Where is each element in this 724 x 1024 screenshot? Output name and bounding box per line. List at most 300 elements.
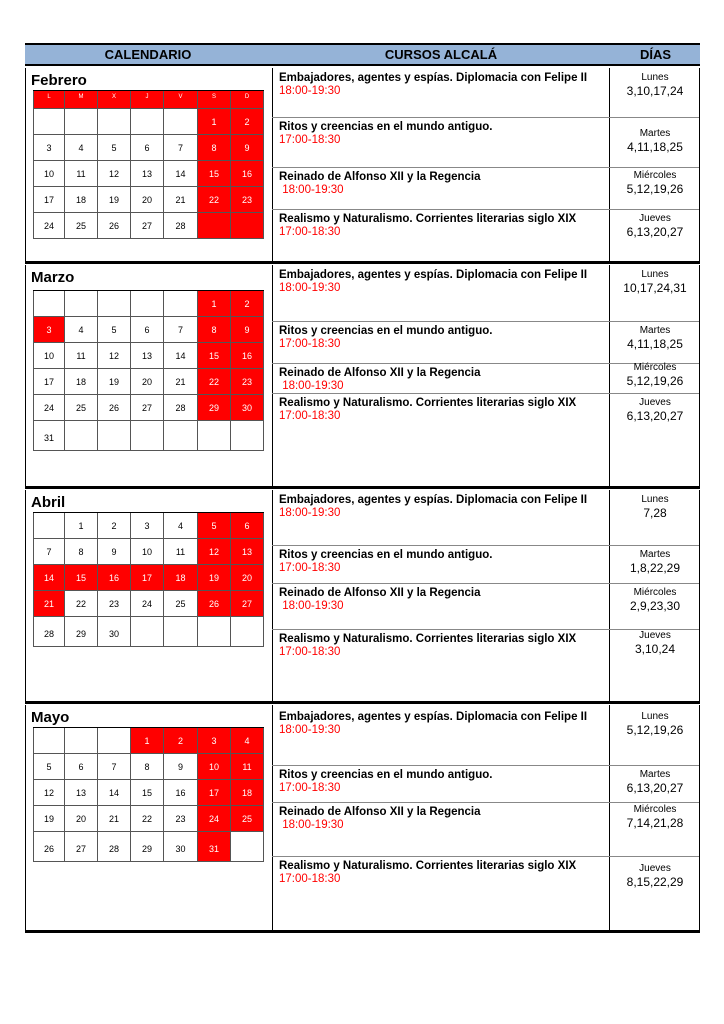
weekday-header-cell xyxy=(33,91,65,109)
calendar-day-cell xyxy=(231,565,264,591)
day-number xyxy=(98,291,130,299)
course-title: Embajadores, agentes y espías. Diplomacia con Felipe II xyxy=(279,269,588,281)
day-name: Miércoles xyxy=(633,804,677,815)
day-name: Lunes xyxy=(641,269,669,280)
calendar-day-cell xyxy=(164,109,198,135)
day-entry xyxy=(611,804,699,830)
calendar-day-cell xyxy=(33,161,65,187)
calendar-day-cell xyxy=(65,135,98,161)
weekday-letter: X xyxy=(111,94,116,100)
calendar-day-cell xyxy=(198,754,231,780)
day-number: 14 xyxy=(43,573,54,583)
day-entry xyxy=(611,587,699,613)
calendar-day-cell xyxy=(198,617,231,647)
day-number xyxy=(65,421,97,433)
day-number: 10 xyxy=(43,169,54,179)
day-number: 16 xyxy=(108,573,119,583)
day-name: Martes xyxy=(639,128,671,139)
calendar-day-cell xyxy=(198,161,231,187)
calendar-day-cell xyxy=(33,395,65,421)
calendar-day-cell xyxy=(198,513,231,539)
day-number: 22 xyxy=(141,814,152,824)
day-number: 25 xyxy=(175,599,186,609)
calendar-day-cell xyxy=(231,832,264,862)
day-number xyxy=(164,109,197,117)
course-title: Embajadores, agentes y espías. Diplomacia con Felipe II xyxy=(279,72,588,84)
calendar-day-cell xyxy=(65,343,98,369)
day-number: 14 xyxy=(108,788,119,798)
day-number: 18 xyxy=(175,573,186,583)
course-title: Realismo y Naturalismo. Corrientes literarias siglo XIX xyxy=(279,397,577,409)
calendar-day-cell xyxy=(164,832,198,862)
day-entry xyxy=(611,128,699,154)
calendar-day-cell xyxy=(164,395,198,421)
calendar-day-cell xyxy=(164,513,198,539)
calendar-day-cell xyxy=(164,343,198,369)
weekday-header-cell xyxy=(164,91,198,109)
calendar-day-cell xyxy=(98,291,131,317)
section-border xyxy=(609,68,610,261)
day-number xyxy=(231,617,263,629)
day-number: 26 xyxy=(208,599,219,609)
calendar-day-cell xyxy=(33,213,65,239)
course-title: Reinado de Alfonso XII y la Regencia xyxy=(279,806,481,818)
course-time: 18:00-19:30 xyxy=(279,380,344,392)
day-entry xyxy=(611,630,699,656)
day-number xyxy=(164,617,197,629)
day-number: 15 xyxy=(141,788,152,798)
course-title: Realismo y Naturalismo. Corrientes literarias siglo XIX xyxy=(279,633,577,645)
day-number: 11 xyxy=(175,547,186,557)
calendar-day-cell xyxy=(33,832,65,862)
course-time: 17:00-18:30 xyxy=(279,134,341,146)
month-name: Febrero xyxy=(31,72,87,89)
section-border xyxy=(609,265,610,486)
day-name: Miércoles xyxy=(633,362,677,373)
day-dates: 4,11,18,25 xyxy=(627,337,683,351)
course-entry xyxy=(279,494,587,519)
day-number: 3 xyxy=(46,325,52,335)
day-name: Jueves xyxy=(639,213,671,224)
day-number: 10 xyxy=(43,351,54,361)
course-time: 18:00-19:30 xyxy=(279,819,344,831)
day-number: 18 xyxy=(75,195,86,205)
calendar-day-cell xyxy=(33,187,65,213)
calendar-day-cell xyxy=(98,395,131,421)
day-dates: 8,15,22,29 xyxy=(626,875,684,889)
calendar-day-cell xyxy=(131,343,164,369)
day-dates: 7,28 xyxy=(643,506,667,520)
day-number: 13 xyxy=(75,788,86,798)
course-entry xyxy=(279,860,576,885)
day-number: 25 xyxy=(75,403,86,413)
day-number: 30 xyxy=(175,844,186,854)
course-time: 18:00-19:30 xyxy=(279,724,341,736)
calendar-day-cell xyxy=(98,591,131,617)
day-number: 23 xyxy=(241,377,252,387)
day-number: 4 xyxy=(78,325,84,335)
day-number: 19 xyxy=(208,573,219,583)
calendar-day-cell xyxy=(131,213,164,239)
day-number xyxy=(198,617,230,629)
calendar-day-cell xyxy=(131,291,164,317)
day-dates: 4,11,18,25 xyxy=(627,140,683,154)
course-entry xyxy=(279,711,587,736)
day-number: 20 xyxy=(75,814,86,824)
day-dates: 6,13,20,27 xyxy=(626,781,684,795)
day-number xyxy=(34,513,64,521)
course-title: Reinado de Alfonso XII y la Regencia xyxy=(279,367,481,379)
calendar-day-cell xyxy=(98,369,131,395)
day-number: 7 xyxy=(111,762,117,772)
calendar-day-cell xyxy=(131,728,164,754)
day-number: 16 xyxy=(241,351,252,361)
calendar-day-cell xyxy=(98,135,131,161)
day-number: 5 xyxy=(211,521,217,531)
day-number: 23 xyxy=(108,599,119,609)
day-number: 23 xyxy=(241,195,252,205)
calendar-day-cell xyxy=(131,161,164,187)
section-border xyxy=(25,68,26,261)
day-number: 31 xyxy=(208,844,219,854)
calendar-day-cell xyxy=(231,395,264,421)
day-number: 29 xyxy=(208,403,219,413)
calendar-day-cell xyxy=(231,161,264,187)
course-title: Reinado de Alfonso XII y la Regencia xyxy=(279,587,481,599)
day-number xyxy=(198,213,230,221)
course-entry xyxy=(279,769,492,794)
calendar-day-cell xyxy=(198,832,231,862)
section-bottom-rule xyxy=(25,701,700,704)
weekday-letter: V xyxy=(178,94,183,100)
calendar-day-cell xyxy=(131,806,164,832)
day-number: 27 xyxy=(241,599,252,609)
day-number: 2 xyxy=(244,117,250,127)
day-number: 22 xyxy=(75,599,86,609)
month-name: Mayo xyxy=(31,709,70,726)
day-number: 13 xyxy=(141,351,152,361)
calendar-day-cell xyxy=(164,421,198,451)
calendar-day-cell xyxy=(65,317,98,343)
day-number: 26 xyxy=(108,221,119,231)
calendar-day-cell xyxy=(131,317,164,343)
calendar-day-cell xyxy=(198,591,231,617)
section-border xyxy=(272,490,273,701)
row-separator xyxy=(272,321,699,322)
course-title: Realismo y Naturalismo. Corrientes literarias siglo XIX xyxy=(279,213,577,225)
weekday-letter: L xyxy=(47,94,51,100)
calendar-day-cell xyxy=(164,565,198,591)
calendar-day-cell xyxy=(164,187,198,213)
day-number: 18 xyxy=(241,788,252,798)
calendar-day-cell xyxy=(98,780,131,806)
calendar-day-cell xyxy=(231,317,264,343)
day-dates: 5,12,19,26 xyxy=(626,374,684,388)
course-time: 17:00-18:30 xyxy=(279,873,341,885)
day-number: 5 xyxy=(111,325,117,335)
day-number xyxy=(231,421,263,433)
day-entry xyxy=(611,711,699,737)
day-dates: 3,10,24 xyxy=(634,642,676,656)
day-number xyxy=(131,291,163,299)
day-number xyxy=(164,421,197,433)
day-number: 27 xyxy=(141,403,152,413)
calendar-day-cell xyxy=(65,539,98,565)
day-number: 11 xyxy=(76,169,86,179)
calendar-day-cell xyxy=(164,317,198,343)
calendar-day-cell xyxy=(33,565,65,591)
day-name: Miércoles xyxy=(633,587,677,598)
calendar-day-cell xyxy=(98,421,131,451)
day-number: 27 xyxy=(141,221,152,231)
calendar-day-cell xyxy=(131,565,164,591)
day-dates: 1,8,22,29 xyxy=(629,561,681,575)
day-number: 6 xyxy=(144,143,150,153)
calendar-day-cell xyxy=(33,513,65,539)
calendar-day-cell xyxy=(65,617,98,647)
course-time: 17:00-18:30 xyxy=(279,338,341,350)
row-separator xyxy=(272,765,699,766)
calendar-day-cell xyxy=(231,617,264,647)
day-number: 21 xyxy=(175,377,186,387)
course-title: Embajadores, agentes y espías. Diplomacia con Felipe II xyxy=(279,494,588,506)
calendar-day-cell xyxy=(98,343,131,369)
day-number: 17 xyxy=(208,788,219,798)
day-number: 20 xyxy=(141,195,152,205)
course-entry xyxy=(279,397,576,422)
day-entry xyxy=(611,549,699,575)
calendar-day-cell xyxy=(98,728,131,754)
day-number: 17 xyxy=(141,573,152,583)
calendar-day-cell xyxy=(98,617,131,647)
day-number: 29 xyxy=(141,844,152,854)
calendar-day-cell xyxy=(98,754,131,780)
course-time: 17:00-18:30 xyxy=(279,782,341,794)
calendar-day-cell xyxy=(231,135,264,161)
day-number: 7 xyxy=(177,143,183,153)
calendar-day-cell xyxy=(231,754,264,780)
day-entry xyxy=(611,325,699,351)
calendar-day-cell xyxy=(131,187,164,213)
calendar-day-cell xyxy=(33,109,65,135)
day-number: 29 xyxy=(75,629,86,639)
day-number: 9 xyxy=(111,547,117,557)
calendar-day-cell xyxy=(131,395,164,421)
day-name: Jueves xyxy=(639,397,671,408)
day-number: 4 xyxy=(177,521,183,531)
course-time: 17:00-18:30 xyxy=(279,562,341,574)
day-number xyxy=(65,728,97,736)
section-bottom-rule xyxy=(25,930,700,933)
weekday-letter: S xyxy=(211,94,216,100)
header-bar xyxy=(25,43,700,66)
day-number: 1 xyxy=(211,299,217,309)
day-number: 21 xyxy=(108,814,119,824)
section-border xyxy=(25,490,26,701)
course-entry xyxy=(279,72,587,97)
day-number: 3 xyxy=(211,736,217,746)
day-entry xyxy=(611,494,699,520)
section-bottom-rule xyxy=(25,261,700,264)
day-number xyxy=(34,291,64,299)
day-number: 4 xyxy=(244,736,250,746)
weekday-header-cell xyxy=(98,91,131,109)
calendar-day-cell xyxy=(131,780,164,806)
course-title: Reinado de Alfonso XII y la Regencia xyxy=(279,171,481,183)
day-number: 19 xyxy=(108,377,119,387)
calendar-day-cell xyxy=(198,213,231,239)
row-separator xyxy=(272,583,699,584)
weekday-letter: M xyxy=(78,94,84,100)
calendar-day-cell xyxy=(164,617,198,647)
day-number: 28 xyxy=(43,629,54,639)
calendar-day-cell xyxy=(231,539,264,565)
row-separator xyxy=(272,545,699,546)
course-title: Ritos y creencias en el mundo antiguo. xyxy=(279,769,493,781)
section-border xyxy=(25,265,26,486)
section-border xyxy=(272,68,273,261)
day-number: 8 xyxy=(211,143,217,153)
calendar-day-cell xyxy=(65,369,98,395)
calendar-day-cell xyxy=(198,187,231,213)
day-name: Jueves xyxy=(639,863,671,874)
calendar-day-cell xyxy=(98,539,131,565)
day-number: 20 xyxy=(241,573,252,583)
day-number: 8 xyxy=(211,325,217,335)
day-number: 28 xyxy=(175,221,186,231)
course-entry xyxy=(279,325,492,350)
day-entry xyxy=(611,213,699,239)
row-separator xyxy=(272,167,699,168)
day-entry xyxy=(611,863,699,889)
day-name: Jueves xyxy=(639,630,671,641)
calendar-day-cell xyxy=(231,343,264,369)
calendar-day-cell xyxy=(65,291,98,317)
course-title: Ritos y creencias en el mundo antiguo. xyxy=(279,325,493,337)
day-number: 7 xyxy=(177,325,183,335)
row-separator xyxy=(272,856,699,857)
course-entry xyxy=(279,633,576,658)
day-dates: 2,9,23,30 xyxy=(629,599,681,613)
day-name: Lunes xyxy=(641,494,669,505)
course-entry xyxy=(279,806,481,831)
day-number: 20 xyxy=(141,377,152,387)
weekday-header-cell xyxy=(231,91,264,109)
day-number: 6 xyxy=(78,762,84,772)
day-number: 12 xyxy=(208,547,219,557)
calendar-day-cell xyxy=(231,369,264,395)
course-entry xyxy=(279,367,481,392)
calendar-day-cell xyxy=(33,291,65,317)
day-number xyxy=(34,728,64,736)
calendar-day-cell xyxy=(33,539,65,565)
day-number xyxy=(98,421,130,433)
course-entry xyxy=(279,549,492,574)
calendar-day-cell xyxy=(231,728,264,754)
day-number: 18 xyxy=(75,377,86,387)
row-separator xyxy=(272,802,699,803)
calendar-day-cell xyxy=(131,832,164,862)
day-dates: 6,13,20,27 xyxy=(626,409,684,423)
day-entry xyxy=(611,72,699,98)
day-number: 5 xyxy=(46,762,52,772)
calendar-day-cell xyxy=(231,421,264,451)
day-number xyxy=(164,291,197,299)
calendar-day-cell xyxy=(198,291,231,317)
course-title: Realismo y Naturalismo. Corrientes literarias siglo XIX xyxy=(279,860,577,872)
course-time: 18:00-19:30 xyxy=(279,85,341,97)
day-number: 12 xyxy=(43,788,54,798)
day-number: 14 xyxy=(175,351,186,361)
day-number: 15 xyxy=(75,573,86,583)
calendar-day-cell xyxy=(164,754,198,780)
day-number: 13 xyxy=(141,169,152,179)
calendar-day-cell xyxy=(98,565,131,591)
calendar-day-cell xyxy=(198,421,231,451)
day-name: Martes xyxy=(639,325,671,336)
day-number xyxy=(131,109,163,117)
day-number: 25 xyxy=(241,814,252,824)
day-number: 30 xyxy=(108,629,119,639)
section-border xyxy=(25,705,26,930)
calendar-day-cell xyxy=(131,754,164,780)
day-number xyxy=(65,109,97,117)
day-number: 4 xyxy=(78,143,84,153)
day-number: 23 xyxy=(175,814,186,824)
section-border xyxy=(272,705,273,930)
calendar-day-cell xyxy=(164,806,198,832)
calendar-day-cell xyxy=(198,109,231,135)
day-number: 21 xyxy=(43,599,54,609)
day-dates: 7,14,21,28 xyxy=(626,816,684,830)
course-entry xyxy=(279,587,481,612)
day-number: 12 xyxy=(108,169,119,179)
day-number: 15 xyxy=(208,351,219,361)
day-number: 24 xyxy=(141,599,152,609)
day-dates: 3,10,17,24 xyxy=(626,84,684,98)
day-number: 16 xyxy=(241,169,252,179)
calendar-day-cell xyxy=(131,539,164,565)
day-number: 9 xyxy=(244,325,250,335)
weekday-header-cell xyxy=(65,91,98,109)
day-number: 1 xyxy=(78,521,84,531)
calendar-day-cell xyxy=(65,213,98,239)
calendar-day-cell xyxy=(65,187,98,213)
course-time: 18:00-19:30 xyxy=(279,282,341,294)
day-name: Miércoles xyxy=(633,170,677,181)
day-number: 17 xyxy=(43,377,54,387)
calendar-day-cell xyxy=(33,135,65,161)
calendar-day-cell xyxy=(198,806,231,832)
row-separator xyxy=(272,393,699,394)
day-number xyxy=(231,832,263,844)
day-number: 2 xyxy=(111,521,117,531)
header-dias: DÍAS xyxy=(639,47,672,62)
course-entry xyxy=(279,171,481,196)
day-number: 28 xyxy=(108,844,119,854)
day-name: Martes xyxy=(639,549,671,560)
day-name: Martes xyxy=(639,769,671,780)
calendar-day-cell xyxy=(33,369,65,395)
calendar-day-cell xyxy=(198,395,231,421)
calendar-day-cell xyxy=(65,591,98,617)
section-border xyxy=(609,705,610,930)
day-number: 9 xyxy=(177,762,183,772)
calendar-day-cell xyxy=(65,161,98,187)
course-entry xyxy=(279,269,587,294)
day-dates: 6,13,20,27 xyxy=(626,225,684,239)
day-name: Lunes xyxy=(641,72,669,83)
